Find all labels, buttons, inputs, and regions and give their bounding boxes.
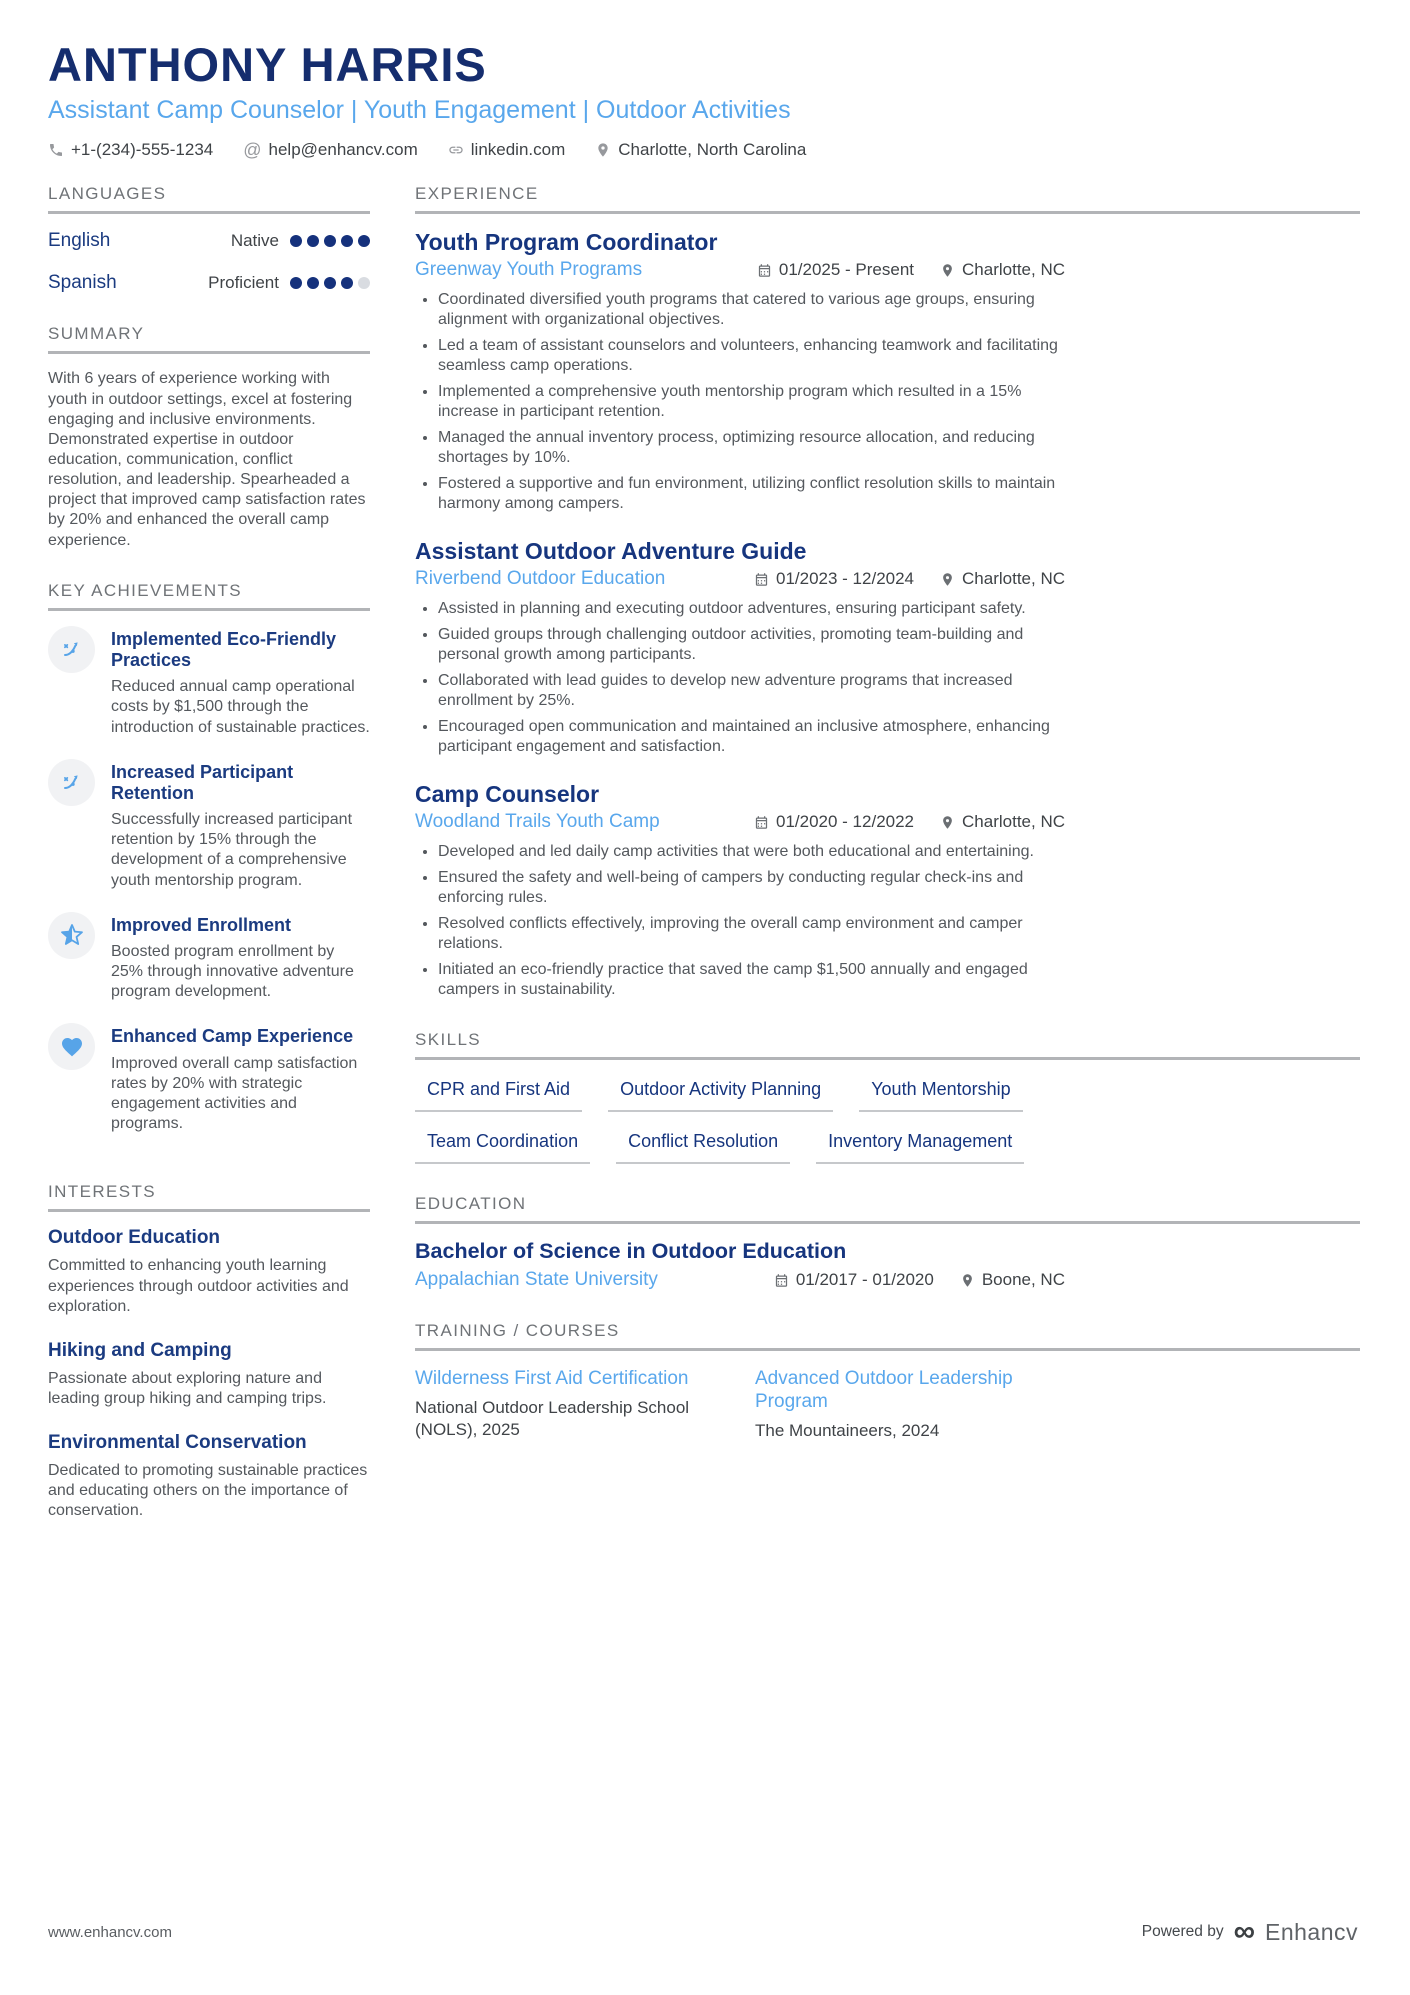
languages-heading: LANGUAGES: [48, 184, 370, 214]
course-org: The Mountaineers, 2024: [755, 1420, 940, 1440]
route-arrow-icon: [48, 626, 95, 673]
company-name: Woodland Trails Youth Camp: [415, 811, 660, 833]
bullet: • Led a team of assistant counselors and volunteers, enhancing teamwork and facilitating seamless camp operations.: [438, 336, 1065, 376]
candidate-name: ANTHONY HARRIS: [48, 38, 487, 91]
key-achievements-heading: KEY ACHIEVEMENTS: [48, 581, 370, 611]
language-level: Proficient: [208, 273, 279, 293]
achievement-description: Boosted program enrollment by 25% through innovative adventure program development.: [111, 943, 354, 1001]
contact-row: [48, 140, 1360, 160]
dates-text: 01/2017 - 01/2020: [795, 1270, 934, 1290]
calendar-icon: [757, 263, 772, 278]
bullet: • Implemented a comprehensive youth mentorship program which resulted in a 15% increase in participant retention.: [438, 382, 1065, 422]
bullet: • Ensured the safety and well-being of campers by conducting regular check-ins and enforcing rules.: [438, 868, 1065, 908]
course-title: Wilderness First Aid Certification: [415, 1368, 689, 1390]
heart-icon: [48, 1023, 95, 1070]
level-dot: [341, 277, 353, 289]
language-level-group: [208, 273, 370, 293]
bullet: • Assisted in planning and executing outdoor adventures, ensuring participant safety.: [438, 599, 1065, 619]
achievement-title: Improved Enrollment: [111, 914, 292, 935]
bullet: • Resolved conflicts effectively, improving the overall camp environment and camper relations.: [438, 914, 1065, 954]
education-entry: [415, 1239, 1065, 1291]
bullet: • Encouraged open communication and maintained an inclusive atmosphere, enhancing participant engagement and satisfaction.: [438, 717, 1065, 757]
bullet: • Guided groups through challenging outdoor activities, promoting team-building and personal growth among participants.: [438, 625, 1065, 665]
interests-heading: INTERESTS: [48, 1182, 370, 1212]
skill-item: Outdoor Activity Planning: [608, 1079, 833, 1112]
level-dot: [290, 277, 302, 289]
at-icon: @: [243, 140, 262, 161]
contact-linkedin[interactable]: [448, 140, 566, 160]
linkedin-url: linkedin.com: [470, 140, 566, 160]
page-footer: [48, 1917, 1358, 1947]
interest-title: Environmental Conservation: [48, 1432, 307, 1454]
footer-website-link[interactable]: www.enhancv.com: [48, 1923, 172, 1941]
job-meta: [754, 569, 1065, 589]
location-text: Charlotte, NC: [962, 569, 1065, 589]
job-location: [940, 569, 1065, 589]
courses-grid: [415, 1368, 1360, 1442]
route-arrow-icon: [48, 759, 95, 806]
calendar-icon: [774, 1273, 789, 1288]
experience-heading: EXPERIENCE: [415, 184, 1360, 214]
phone-number: +1-(234)-555-1234: [71, 140, 214, 160]
bullet: • Initiated an eco-friendly practice that saved the camp $1,500 annually and engaged campers in sustainability.: [438, 960, 1065, 1000]
course-org: National Outdoor Leadership School (NOLS), 2025: [415, 1398, 690, 1440]
interest-description: Dedicated to promoting sustainable practices and educating others on the importance of conservation.: [48, 1462, 368, 1520]
skill-item: Inventory Management: [816, 1131, 1024, 1164]
language-name: Spanish: [48, 272, 117, 294]
job-dates: [757, 260, 914, 280]
level-dot: [307, 277, 319, 289]
experience-entry: [415, 538, 1065, 757]
bullet: • Fostered a supportive and fun environment, utilizing conflict resolution skills to maintain harmony among campers.: [438, 474, 1065, 514]
interest-description: Passionate about exploring nature and leading group hiking and camping trips.: [48, 1369, 327, 1407]
experience-entry: [415, 229, 1065, 514]
job-meta: [754, 812, 1065, 832]
course-entry: [415, 1368, 720, 1442]
training-section: [415, 1321, 1360, 1442]
course-entry: [755, 1368, 1025, 1442]
interest-item: [48, 1227, 370, 1316]
job-title: Camp Counselor: [415, 781, 600, 808]
job-meta-row: [415, 259, 1065, 281]
contact-email[interactable]: [243, 140, 418, 160]
interest-item: [48, 1432, 370, 1521]
skill-item: Youth Mentorship: [859, 1079, 1022, 1112]
education-meta-row: [415, 1269, 1065, 1291]
skills-heading: SKILLS: [415, 1030, 1360, 1060]
education-dates: [774, 1270, 934, 1290]
job-title: Youth Program Coordinator: [415, 229, 718, 256]
experience-section: [415, 184, 1360, 1000]
location-pin-icon: [940, 263, 955, 278]
contact-phone: [48, 140, 213, 160]
skill-item: Team Coordination: [415, 1131, 590, 1164]
job-title: Assistant Outdoor Adventure Guide: [415, 538, 807, 565]
powered-by-group: [1142, 1917, 1358, 1947]
achievement-description: Reduced annual camp operational costs by $1,500 through the introduction of sustainable practices.: [111, 678, 370, 736]
enhancv-logo-icon: ∞: [1233, 1915, 1255, 1948]
language-level-group: [231, 231, 370, 251]
achievement-body: [111, 759, 370, 891]
location-pin-icon: [960, 1273, 975, 1288]
course-title: Advanced Outdoor Leadership Program: [755, 1368, 1013, 1413]
location-pin-icon: [940, 572, 955, 587]
skill-item: CPR and First Aid: [415, 1079, 582, 1112]
interest-description: Committed to enhancing youth learning experiences through outdoor activities and exploration.: [48, 1257, 349, 1315]
dates-text: 01/2023 - 12/2024: [776, 569, 915, 589]
achievement-body: [111, 1023, 370, 1134]
achievement-body: [111, 626, 370, 738]
half-star-icon: [48, 912, 95, 959]
language-level: Native: [230, 231, 279, 251]
summary-section: [48, 324, 370, 550]
education-location: [960, 1270, 1065, 1290]
job-dates: [754, 812, 914, 832]
contact-location: [595, 140, 806, 160]
job-dates: [754, 569, 914, 589]
bullet: • Managed the annual inventory process, optimizing resource allocation, and reducing shortages by 10%.: [438, 428, 1065, 468]
training-heading: TRAINING / COURSES: [415, 1321, 1360, 1351]
achievement-item: [48, 626, 370, 738]
experience-entry: [415, 781, 1065, 1000]
interest-item: [48, 1340, 370, 1409]
language-row: [48, 230, 370, 252]
candidate-headline: Assistant Camp Counselor | Youth Engagement | Outdoor Activities: [48, 96, 791, 125]
interest-title: Hiking and Camping: [48, 1339, 232, 1361]
dates-text: 01/2020 - 12/2022: [776, 812, 915, 832]
degree-title: Bachelor of Science in Outdoor Education: [415, 1239, 847, 1264]
achievement-description: Improved overall camp satisfaction rates by 20% with strategic engagement activities and programs.: [111, 1054, 358, 1133]
job-location: [940, 812, 1065, 832]
location-text: Charlotte, North Carolina: [618, 140, 807, 160]
phone-icon: [48, 142, 64, 158]
two-column-layout: [48, 184, 1360, 1551]
job-bullets: [415, 599, 1065, 757]
language-dots: [290, 235, 370, 247]
achievement-title: Enhanced Camp Experience: [111, 1026, 354, 1047]
education-meta: [774, 1270, 1065, 1290]
location-pin-icon: [940, 815, 955, 830]
level-dot: [324, 277, 336, 289]
enhancv-brand-name: Enhancv: [1264, 1918, 1358, 1945]
key-achievements-section: [48, 581, 370, 1135]
main-column: [415, 184, 1360, 1551]
achievement-body: [111, 912, 370, 1003]
interests-section: [48, 1182, 370, 1521]
job-bullets: [415, 842, 1065, 1000]
achievement-item: [48, 912, 370, 1003]
languages-section: [48, 184, 370, 294]
achievement-title: Implemented Eco-Friendly Practices: [111, 628, 337, 670]
achievement-item: [48, 1023, 370, 1134]
bullet: • Coordinated diversified youth programs that catered to various age groups, ensuring alignment with organizational objectives.: [438, 290, 1065, 330]
achievement-item: [48, 759, 370, 891]
level-dot: [358, 235, 370, 247]
summary-heading: SUMMARY: [48, 324, 370, 354]
link-icon: [448, 142, 464, 158]
job-meta-row: [415, 568, 1065, 590]
education-heading: EDUCATION: [415, 1194, 1360, 1224]
language-dots: [290, 277, 370, 289]
job-meta-row: [415, 811, 1065, 833]
education-section: [415, 1194, 1360, 1291]
calendar-icon: [754, 815, 769, 830]
achievement-title: Increased Participant Retention: [111, 761, 294, 803]
language-name: English: [48, 230, 111, 252]
school-name: Appalachian State University: [415, 1269, 658, 1291]
achievement-description: Successfully increased participant retention by 15% through the development of a comprehensive youth mentorship program.: [111, 811, 353, 889]
company-name: Riverbend Outdoor Education: [415, 568, 666, 590]
bullet: • Collaborated with lead guides to develop new adventure programs that increased enrollment by 25%.: [438, 671, 1065, 711]
resume-header: [48, 40, 1360, 160]
company-name: Greenway Youth Programs: [415, 259, 643, 281]
job-bullets: [415, 290, 1065, 514]
level-dot: [341, 235, 353, 247]
calendar-icon: [754, 572, 769, 587]
bullet: • Developed and led daily camp activities that were both educational and entertaining.: [438, 842, 1065, 862]
skills-section: [415, 1030, 1360, 1164]
level-dot: [307, 235, 319, 247]
interest-title: Outdoor Education: [48, 1227, 221, 1249]
location-pin-icon: [595, 142, 611, 158]
dates-text: 01/2025 - Present: [778, 260, 915, 280]
location-text: Charlotte, NC: [962, 812, 1065, 832]
skills-list: [415, 1079, 1075, 1164]
job-location: [940, 260, 1065, 280]
location-text: Charlotte, NC: [962, 260, 1065, 280]
email-address: help@enhancv.com: [268, 140, 418, 160]
level-dot: [358, 277, 370, 289]
sidebar-column: [48, 184, 370, 1551]
level-dot: [324, 235, 336, 247]
location-text: Boone, NC: [981, 1270, 1065, 1290]
powered-by-label: Powered by: [1141, 1923, 1224, 1940]
skill-item: Conflict Resolution: [616, 1131, 790, 1164]
job-meta: [757, 260, 1065, 280]
level-dot: [290, 235, 302, 247]
language-row: [48, 272, 370, 294]
summary-text: With 6 years of experience working with youth in outdoor settings, excel at fostering engaging and inclusive environments. Demonstrated expertise in outdoor education, communication, conflict resolution, and leadership. Spearheaded a project that improved camp satisfaction rates by 20% and enhanced the overall camp experience.: [48, 370, 366, 549]
